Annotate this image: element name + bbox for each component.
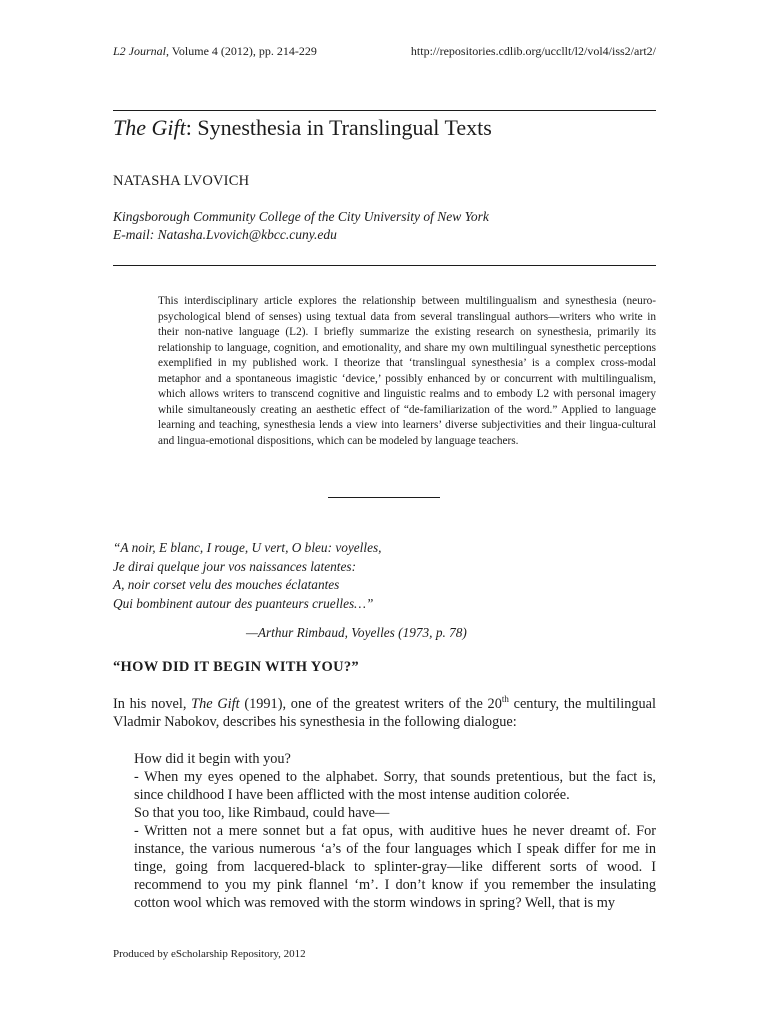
abstract: This interdisciplinary article explores the relationship between multilingualism and synesthesia (neuro-psychological blend of senses) using textual data from several translingual authors—writers who write in their non-native language (L2). I briefly summarize the existing research on synesthesia, primarily its relationship to language, cognition, and emotionality, and share my own multilingual synesthetic perceptions exemplified in my published work. I theorize that ‘translingual synesthesia’ is a complex cross-modal metaphor and a spontaneous imagistic ‘device,’ possibly enhanced by or concurrent with multilingualism, which allows writers to transcend cognitive and linguistic realms and to embody L2 with personal imagery while simultaneously creating an aesthetic effect of “de-familiarization of the word.” Applied to language learning and teaching, synesthesia lends a view into learners’ diverse subjectivities and their lingua-cultural and lingua-emotional dispositions, which can be modeled by language teachers. — [158, 295, 656, 447]
journal-name: L2 Journal — [113, 44, 167, 58]
top-rule — [113, 110, 656, 111]
epigraph-attribution: —Arthur Rimbaud, Voyelles (1973, p. 78) — [246, 625, 467, 640]
poem-line: Qui bombinent autour des puanteurs cruelles…” — [113, 595, 374, 611]
poem-line: Je dirai quelque jour vos naissances latentes: — [113, 558, 356, 574]
ordinal-suffix: th — [501, 694, 509, 705]
affiliation-block — [113, 208, 489, 244]
document-page — [113, 0, 656, 1024]
title-italic: The Gift — [113, 115, 186, 140]
dialogue-quote — [134, 750, 656, 912]
running-header — [113, 44, 656, 59]
poem-line: A, noir corset velu des mouches éclatantes — [113, 577, 340, 592]
epigraph-poem — [113, 539, 381, 613]
dialogue-line: So that you too, like Rimbaud, could have— — [134, 805, 390, 821]
section-divider — [328, 497, 440, 498]
email-address[interactable]: E-mail: Natasha.Lvovich@kbcc.cuny.edu — [113, 227, 337, 242]
repository-url[interactable]: http://repositories.cdlib.org/uccllt/l2/vol4/iss2/art2/ — [410, 44, 656, 58]
journal-volume-pages: , Volume 4 (2012), pp. 214-229 — [166, 44, 317, 58]
article-title — [113, 115, 492, 141]
intro-text: century, the multilingual Vladmir Nabokov, describes his synesthesia in the following dialogue: — [113, 696, 656, 730]
author-name: NATASHA LVOVICH — [113, 173, 250, 189]
intro-text: (1991), one of the greatest writers of the 20 — [239, 696, 502, 712]
abstract-top-rule — [113, 265, 656, 266]
section-heading: “HOW DID IT BEGIN WITH YOU?” — [113, 659, 359, 675]
dialogue-line: How did it begin with you? — [134, 751, 291, 767]
intro-text: In his novel, — [113, 696, 192, 712]
page-footer: Produced by eScholarship Repository, 2012 — [113, 948, 306, 960]
dialogue-line: - When my eyes opened to the alphabet. Sorry, that sounds pretentious, but the fact is, since childhood I have been afflicted with the most intense audition colorée. — [134, 769, 656, 803]
intro-paragraph — [113, 695, 656, 731]
institution: Kingsborough Community College of the City University of New York — [113, 209, 489, 224]
poem-line: “A noir, E blanc, I rouge, U vert, O bleu: voyelles, — [113, 540, 382, 555]
novel-title: The Gift — [191, 696, 240, 712]
dialogue-line: - Written not a mere sonnet but a fat opus, with auditive hues he never dreamt of. For instance, the various numerous ‘a’s of the four languages which I speak differ for me in tinge, going from lacquered-black to splinter-gray—like different sorts of wood. I recommend to you my pink flannel ‘m’. I don’t know if you remember the insulating cotton wool which was removed with the storm windows in spring? Well, that is my — [134, 823, 656, 911]
journal-citation — [113, 44, 317, 59]
title-rest: : Synesthesia in Translingual Texts — [185, 115, 492, 140]
